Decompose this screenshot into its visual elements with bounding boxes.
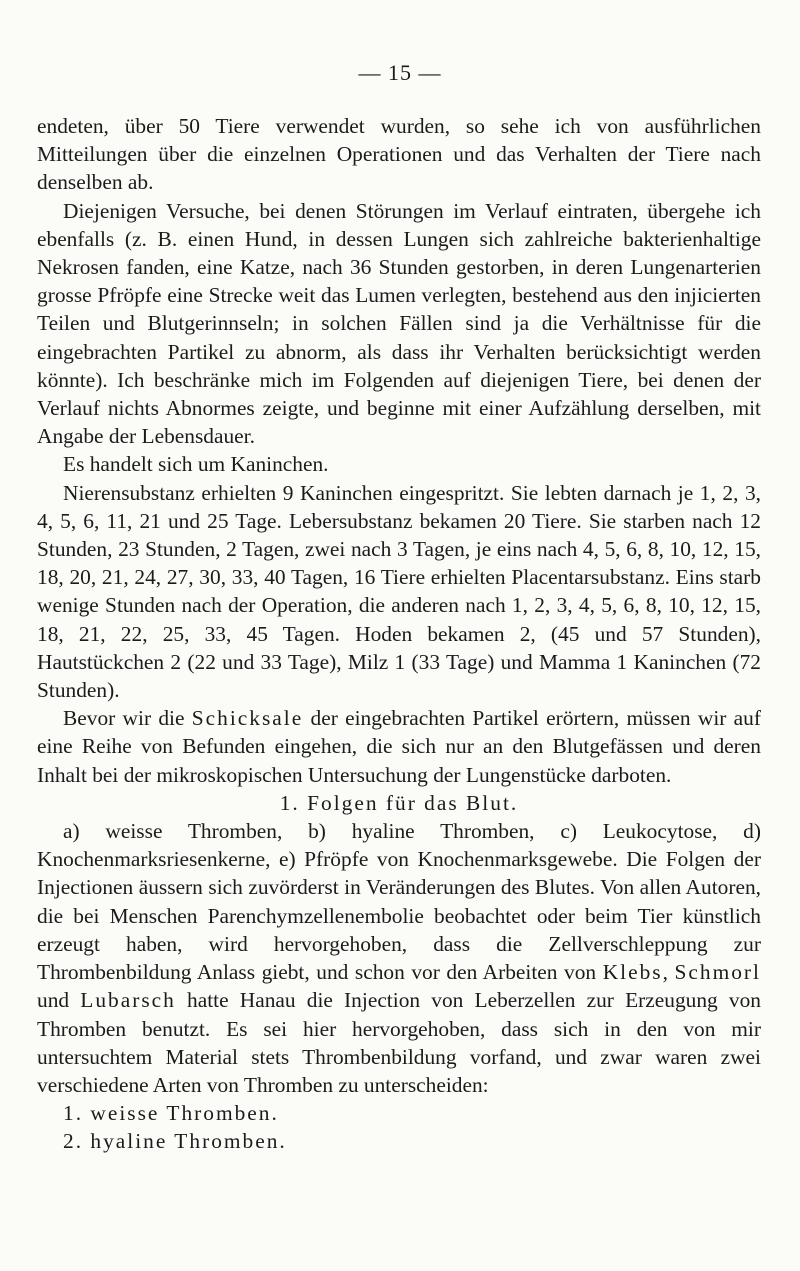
paragraph-2: Diejenigen Versuche, bei denen Störungen im Verlauf eintraten, übergehe ich ebenfalls (z. B. einen Hund, in dessen Lungen sich zahlreiche bakterienhaltige Nekrosen fanden, eine Katze, nach 36 Stunden gestorben, in deren Lungenarterien grosse Pfröpfe eine Strecke weit das Lumen verlegten, bestehend aus den injicierten Teilen und Blutgerinnseln; in solchen Fällen sind ja die Verhältnisse für die eingebrachten Partikel zu abnorm, als dass ihr Verhalten berücksichtigt werden könnte). Ich beschränke mich im Folgenden auf diejenigen Tiere, bei denen der Verlauf nichts Abnormes zeigte, und beginne mit einer Aufzählung derselben, mit Angabe der Lebensdauer. (37, 198, 761, 449)
paragraph-6-start: a) weisse Thromben, b) hyaline Thromben, c) Leukocytose, d) Knochenmarksriesenkerne, e) Pfröpfe von Knochenmarksgewebe. Die Folgen der Injectionen äussern sich zuvörderst in Veränderungen des Blutes. Von allen Autoren, die bei Menschen Parenchymzellenembolie beobachtet oder beim Tier künstlich erzeugt haben, wird hervorgehoben, dass die Zellverschleppung zur Thrombenbildung Anlass giebt, und schon vor den Arbeiten von (37, 819, 761, 985)
paragraph-1: endeten, über 50 Tiere verwendet wurden, so sehe ich von ausführlichen Mitteilungen über die einzelnen Operationen und das Verhalten der Tiere nach denselben ab. (37, 114, 761, 195)
paragraph-5-start: Bevor wir die (63, 706, 192, 731)
author-klebs: Klebs (602, 960, 663, 985)
section-heading: 1. Folgen für das Blut. (279, 790, 519, 815)
separator-und: und (37, 988, 81, 1013)
page-number: — 15 — (358, 60, 442, 85)
author-schmorl: Schmorl (674, 960, 761, 985)
body-text (37, 112, 761, 1156)
paragraph-3: Es handelt sich um Kaninchen. (63, 452, 329, 477)
separator-comma: , (662, 960, 675, 985)
author-lubarsch: Lubarsch (80, 988, 176, 1013)
thrombus-types-list (37, 1099, 761, 1155)
paragraph-4: Nierensubstanz erhielten 9 Kaninchen eingespritzt. Sie lebten darnach je 1, 2, 3, 4, 5, 6, 11, 21 und 25 Tage. Lebersubstanz bekamen 20 Tiere. Sie starben nach 12 Stunden, 23 Stunden, 2 Tagen, zwei nach 3 Tagen, je eins nach 4, 5, 6, 8, 10, 12, 15, 18, 20, 21, 24, 27, 30, 33, 40 Tagen, 16 Tiere erhielten Placentarsubstanz. Eins starb wenige Stunden nach der Operation, die anderen nach 1, 2, 3, 4, 5, 6, 8, 10, 12, 15, 18, 21, 22, 25, 33, 45 Tagen. Hoden bekamen 2, (45 und 57 Stunden), Hautstückchen 2 (22 und 33 Tage), Milz 1 (33 Tage) und Mamma 1 Kaninchen (72 Stunden). (37, 480, 761, 703)
paragraph-6-end: hatte Hanau die Injection von Leberzellen zur Erzeugung von Thromben benutzt. Es sei hier hervorgehoben, dass sich in den von mir untersuchtem Material stets Thrombenbildung vorfand, und zwar waren zwei verschiedene Arten von Thromben zu unterscheiden: (37, 988, 762, 1097)
paragraph-5 (37, 704, 761, 789)
emphasis-schicksale: Schicksale (191, 706, 304, 731)
paragraph-6 (37, 817, 761, 1099)
paragraph-5-end: der eingebrachten Partikel erörtern, müssen wir auf eine Reihe von Befunden eingehen, die sich nur an den Blutgefässen und deren Inhalt bei der mikroskopischen Untersuchung der Lungenstücke darboten. (37, 706, 761, 787)
list-item: 1. weisse Thromben. (63, 1101, 279, 1126)
list-item: 2. hyaline Thromben. (63, 1129, 287, 1154)
